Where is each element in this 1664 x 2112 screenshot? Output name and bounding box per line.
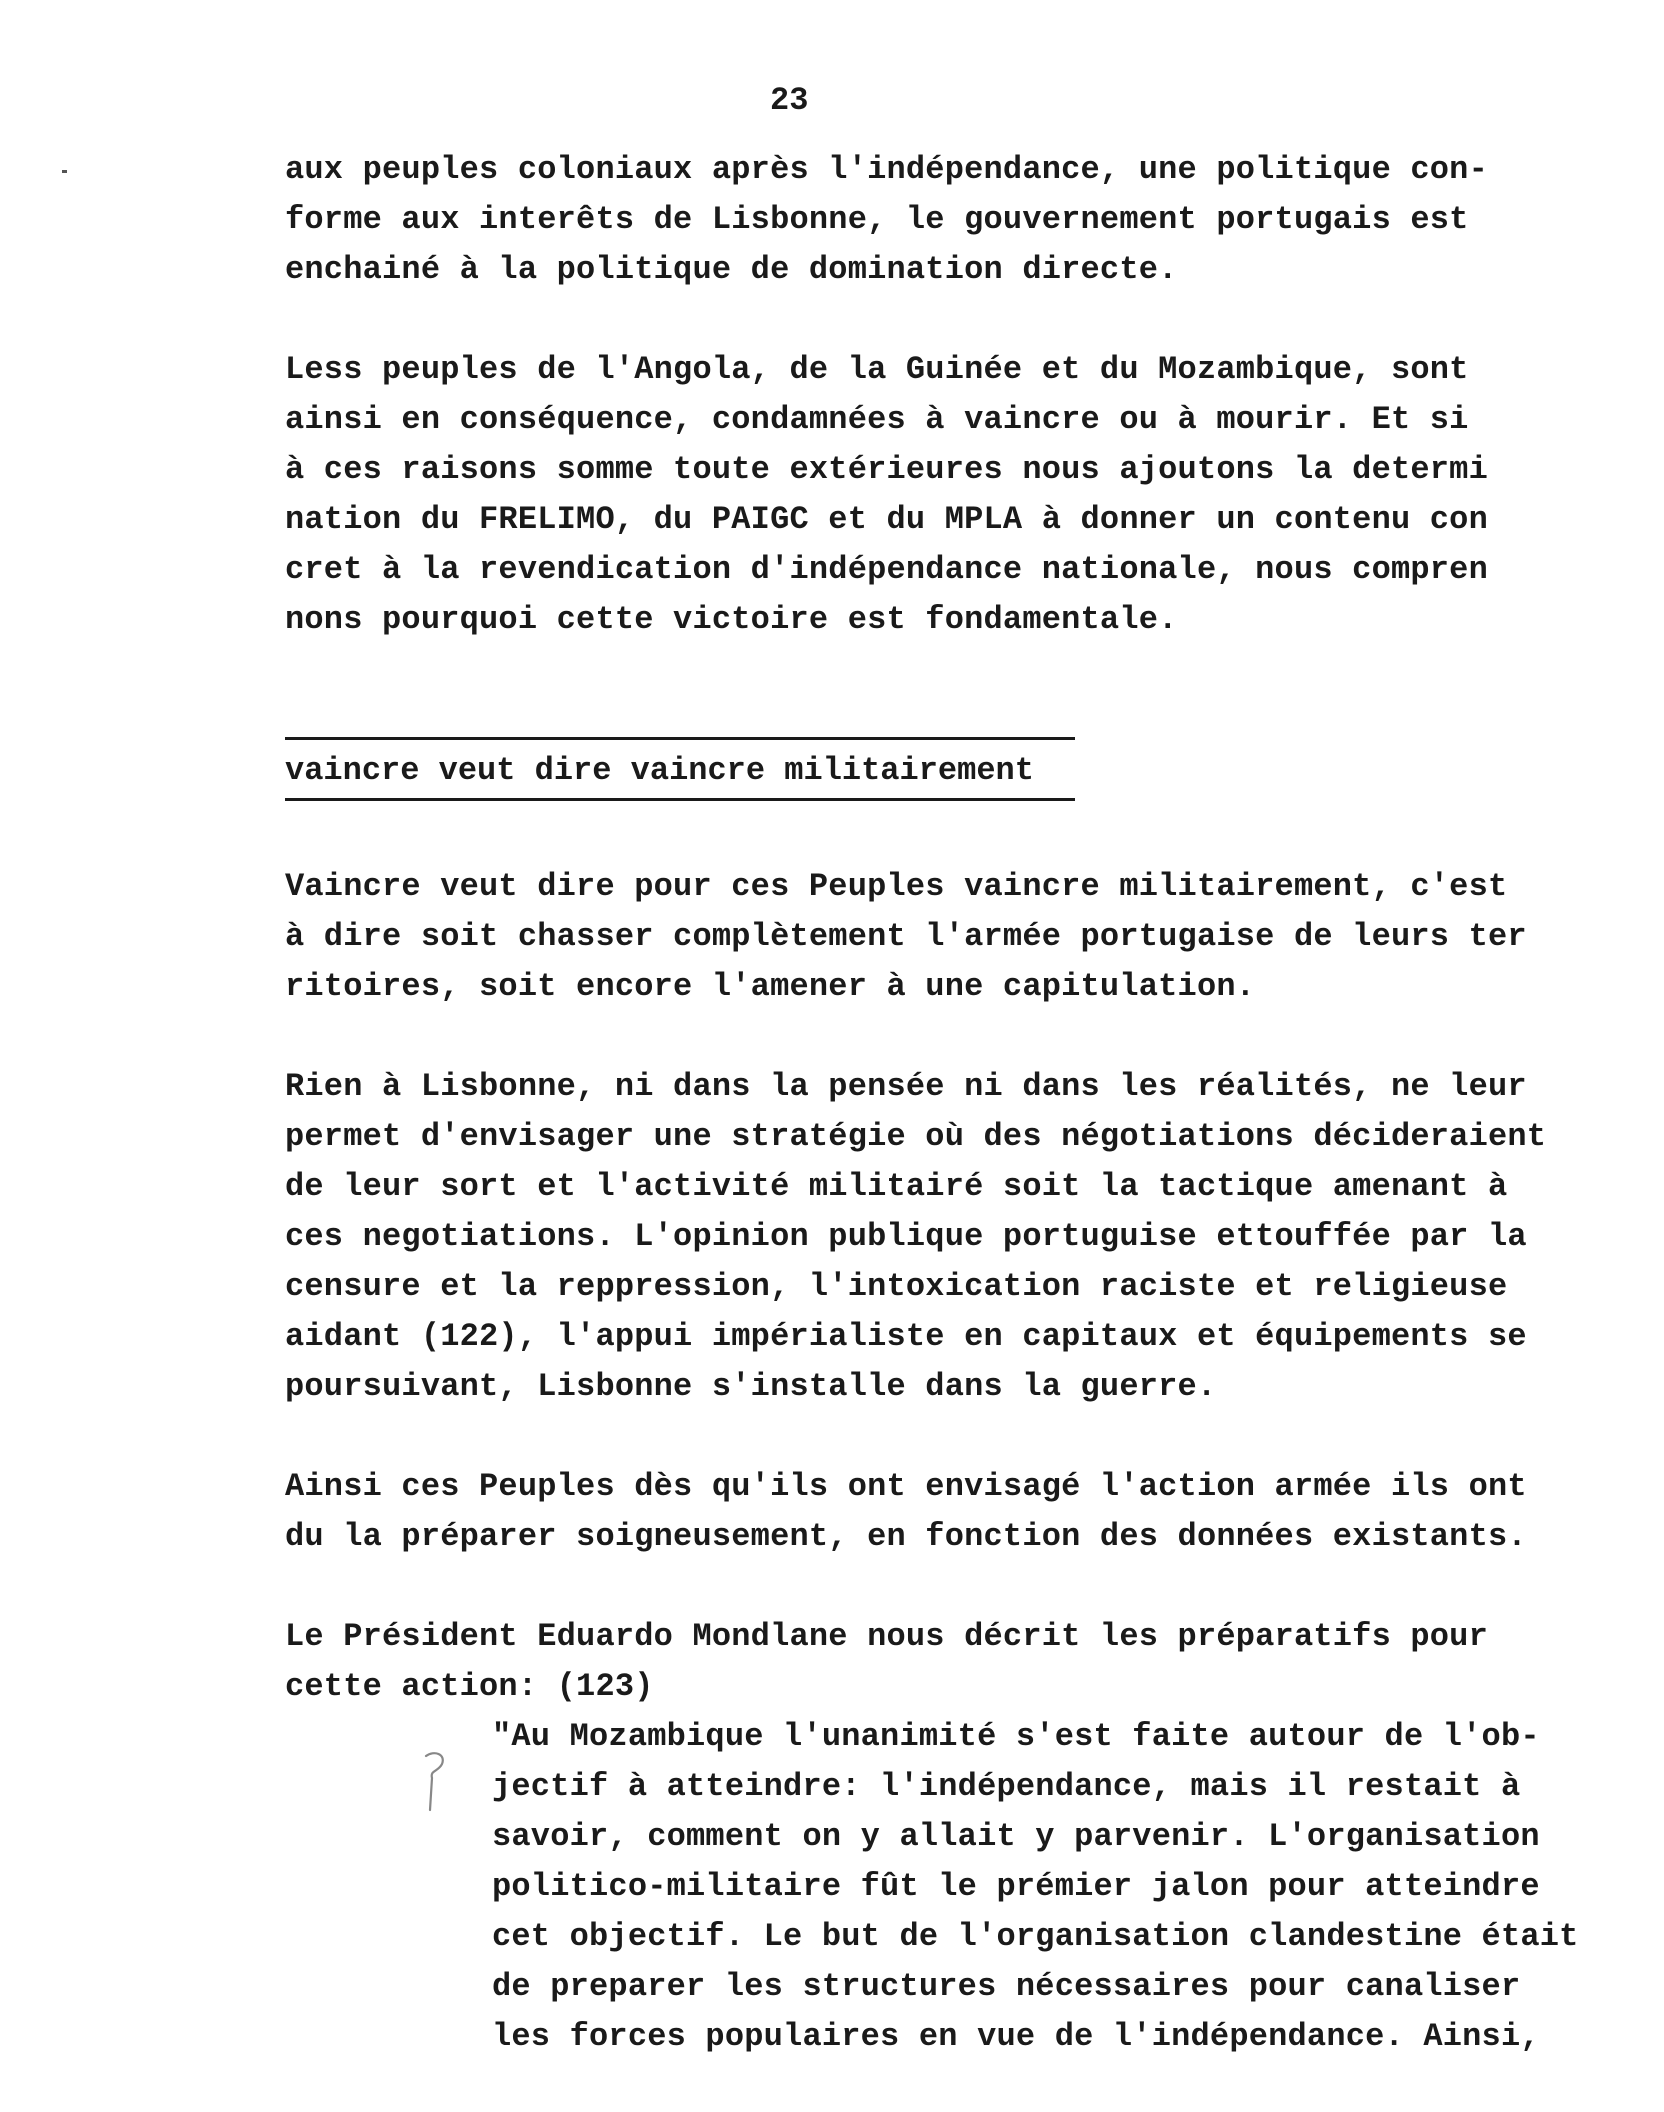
paragraph-4 — [285, 1062, 1625, 1412]
text-line: Ainsi ces Peuples dès qu'ils ont envisagé l'action armée ils ont — [285, 1468, 1527, 1505]
text-line: de leur sort et l'activité militairé soit la tactique amenant à — [285, 1168, 1508, 1205]
heading-rule-bottom — [285, 798, 1075, 801]
text-line: Le Président Eduardo Mondlane nous décrit les préparatifs pour — [285, 1618, 1488, 1655]
text-line: de preparer les structures nécessaires pour canaliser — [492, 1968, 1521, 2005]
text-line: ces negotiations. L'opinion publique portuguise ettouffée par la — [285, 1218, 1527, 1255]
text-line: nation du FRELIMO, du PAIGC et du MPLA à donner un contenu con — [285, 501, 1488, 538]
text-line: ainsi en conséquence, condamnées à vaincre ou à mourir. Et si — [285, 401, 1469, 438]
text-line: les forces populaires en vue de l'indépendance. Ainsi, — [492, 2018, 1540, 2055]
text-line: aidant (122), l'appui impérialiste en capitaux et équipements se — [285, 1318, 1527, 1355]
paragraph-3 — [285, 862, 1625, 1012]
paragraph-2 — [285, 345, 1625, 645]
text-line: à dire soit chasser complètement l'armée portugaise de leurs ter — [285, 918, 1527, 955]
text-line: cette action: (123) — [285, 1668, 654, 1705]
pencil-mark-icon — [420, 1748, 456, 1818]
text-line: censure et la reppression, l'intoxication raciste et religieuse — [285, 1268, 1508, 1305]
text-line: nons pourquoi cette victoire est fondamentale. — [285, 601, 1178, 638]
text-line: Less peuples de l'Angola, de la Guinée et du Mozambique, sont — [285, 351, 1469, 388]
text-line: à ces raisons somme toute extérieures nous ajoutons la determi — [285, 451, 1488, 488]
text-line: cret à la revendication d'indépendance nationale, nous compren — [285, 551, 1488, 588]
text-line: Rien à Lisbonne, ni dans la pensée ni dans les réalités, ne leur — [285, 1068, 1527, 1105]
section-heading-block — [285, 737, 1075, 801]
text-line: forme aux interêts de Lisbonne, le gouvernement portugais est — [285, 201, 1469, 238]
pencil-annotation — [420, 1748, 456, 1828]
text-line: cet objectif. Le but de l'organisation clandestine était — [492, 1918, 1579, 1955]
text-line: Vaincre veut dire pour ces Peuples vaincre militairement, c'est — [285, 868, 1508, 905]
text-line: jectif à atteindre: l'indépendance, mais il restait à — [492, 1768, 1521, 1805]
margin-mark — [62, 170, 67, 173]
section-heading: vaincre veut dire vaincre militairement — [285, 752, 1034, 789]
text-line: du la préparer soigneusement, en fonction des données existants. — [285, 1518, 1527, 1555]
paragraph-6 — [285, 1612, 1625, 1712]
text-line: aux peuples coloniaux après l'indépendance, une politique con- — [285, 151, 1488, 188]
page-number: 23 — [770, 82, 809, 119]
text-line: ritoires, soit encore l'amener à une capitulation. — [285, 968, 1256, 1005]
paragraph-1 — [285, 145, 1625, 295]
block-quote — [492, 1712, 1642, 2062]
paragraph-5 — [285, 1462, 1625, 1562]
text-line: "Au Mozambique l'unanimité s'est faite autour de l'ob- — [492, 1718, 1540, 1755]
text-line: enchainé à la politique de domination directe. — [285, 251, 1178, 288]
text-line: savoir, comment on y allait y parvenir. L'organisation — [492, 1818, 1540, 1855]
text-line: permet d'envisager une stratégie où des négotiations décideraient — [285, 1118, 1547, 1155]
text-line: poursuivant, Lisbonne s'installe dans la guerre. — [285, 1368, 1217, 1405]
text-line: politico-militaire fût le prémier jalon pour atteindre — [492, 1868, 1540, 1905]
